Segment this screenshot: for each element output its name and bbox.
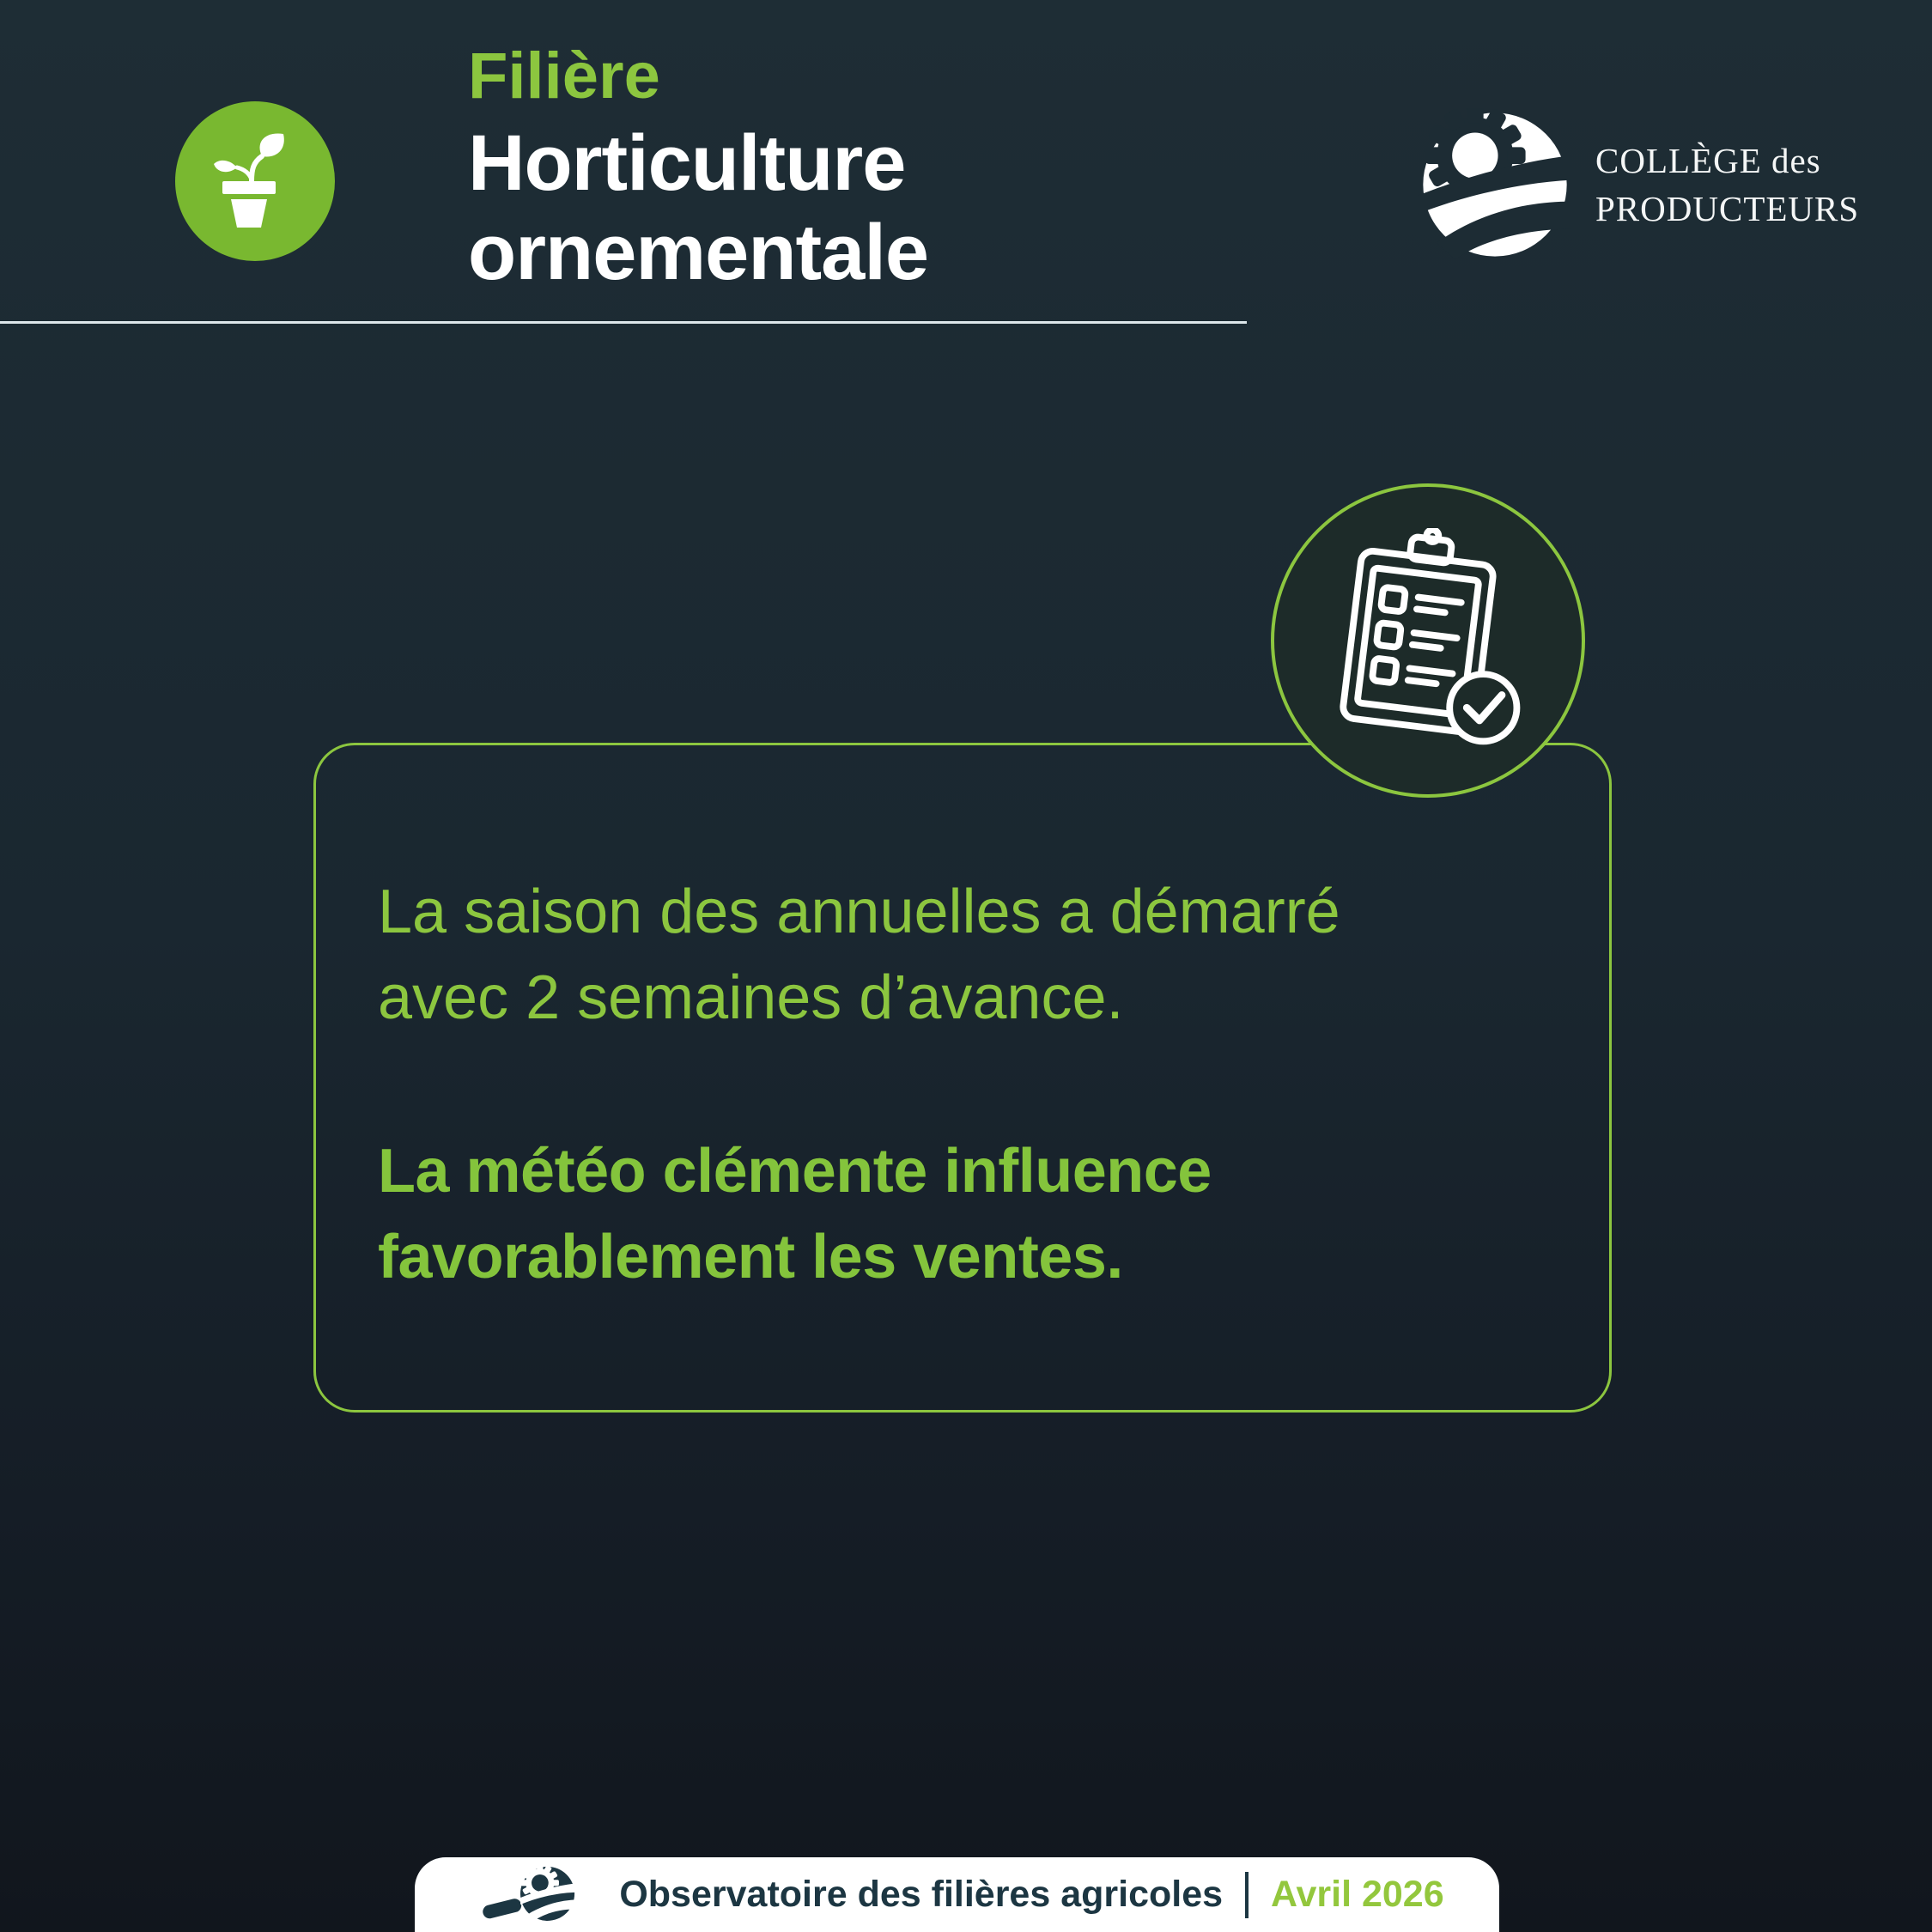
page-title-line1: Horticulture <box>468 119 906 207</box>
footer-separator <box>1245 1872 1249 1918</box>
card-highlight-line2: favorablement les ventes. <box>378 1223 1123 1291</box>
sector-icon-circle <box>175 101 335 261</box>
potted-plant-icon <box>204 130 307 233</box>
brand-name-line2: PRODUCTEURS <box>1595 189 1860 228</box>
footer-date: Avril 2026 <box>1271 1874 1444 1915</box>
card-intro-line2: avec 2 semaines d’avance. <box>378 963 1124 1032</box>
card-intro-line1: La saison des annuelles a démarré <box>378 878 1340 946</box>
sector-kicker: Filière <box>468 39 660 112</box>
page-title <box>468 118 928 297</box>
card-intro-text <box>378 869 1549 1041</box>
brand-name-line1: COLLÈGE des <box>1595 141 1821 180</box>
gear-field-logo-icon <box>1419 108 1571 261</box>
card-highlight-line1: La météo clémente influence <box>378 1137 1212 1206</box>
page-header <box>468 34 928 297</box>
brand-logo-lockup <box>1419 108 1859 261</box>
footer-bar <box>415 1857 1499 1932</box>
checklist-clipboard-icon <box>1331 528 1525 753</box>
highlight-card <box>313 743 1612 1413</box>
checklist-badge <box>1271 483 1585 798</box>
footer-label: Observatoire des filières agricoles <box>619 1874 1224 1915</box>
brand-name <box>1595 137 1859 233</box>
card-highlight-text <box>378 1128 1549 1300</box>
magnifier-field-logo-icon <box>470 1860 597 1930</box>
header-divider <box>0 321 1247 324</box>
page-title-line2: ornementale <box>468 209 929 296</box>
